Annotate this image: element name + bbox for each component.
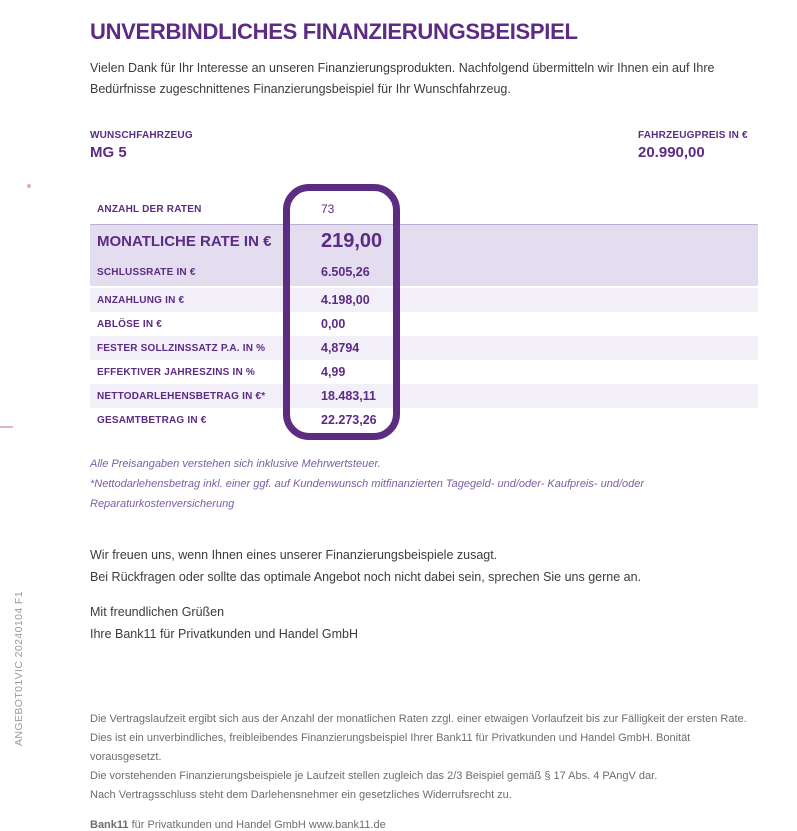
row-label: ANZAHLUNG IN € xyxy=(97,294,185,306)
row-label: EFFEKTIVER JAHRESZINS IN % xyxy=(97,366,255,378)
closing-regards: Mit freundlichen Grüßen xyxy=(90,605,225,619)
row-label: NETTODARLEHENSBETRAG IN €* xyxy=(97,390,266,402)
vehicle-price-label: FAHRZEUGPREIS IN € xyxy=(638,130,748,141)
row-value: 4.198,00 xyxy=(321,293,370,307)
row-value: 6.505,26 xyxy=(321,265,370,279)
fold-mark-dot xyxy=(27,184,31,188)
row-value: 219,00 xyxy=(321,230,383,252)
footnote-net-loan: *Nettodarlehensbetrag inkl. einer ggf. auf Kundenwunsch mitfinanzierten Tagegeld- und/oder- Kaufpreis- und/oder Reparaturkostenversicherung xyxy=(90,478,645,510)
table-row-gesamtbetrag xyxy=(90,408,758,432)
row-label: ABLÖSE IN € xyxy=(97,318,162,330)
legal-line-2: Dies ist ein unverbindliches, freibleibendes Finanzierungsbeispiel Ihrer Bank11 für Privatkunden und Handel GmbH. Bonität vorausgesetzt. xyxy=(90,732,691,763)
closing-line-2: Bei Rückfragen oder sollte das optimale Angebot noch nicht dabei sein, sprechen Sie uns gerne an. xyxy=(90,570,642,584)
closing-gap xyxy=(90,588,758,601)
legal-line-4: Nach Vertragsschluss steht dem Darlehensnehmer ein gesetzliches Widerrufsrecht zu. xyxy=(90,789,512,801)
footer-rest: für Privatkunden und Handel GmbH www.bank11.de xyxy=(128,819,386,831)
fold-mark-line xyxy=(0,426,13,428)
finance-table xyxy=(90,194,758,432)
page-title: UNVERBINDLICHES FINANZIERUNGSBEISPIEL xyxy=(90,19,578,44)
intro-text: Vielen Dank für Ihr Interesse an unseren Finanzierungsprodukten. Nachfolgend übermitteln wir Ihnen ein auf Ihre Bedürfnisse zugeschnittenes Finanzierungsbeispiel für Ihr Wunschfahrzeug. xyxy=(90,61,715,96)
table-row-anzahlung xyxy=(90,288,758,312)
row-value: 18.483,11 xyxy=(321,389,376,403)
table-row-abloese xyxy=(90,312,758,336)
vehicle-label: WUNSCHFAHRZEUG xyxy=(90,130,193,141)
vehicle-block xyxy=(90,130,193,161)
row-value: 4,8794 xyxy=(321,341,360,355)
closing-line-1: Wir freuen uns, wenn Ihnen eines unserer Finanzierungsbeispiele zusagt. xyxy=(90,548,498,562)
row-value: 73 xyxy=(321,202,335,216)
footnotes xyxy=(90,454,758,514)
table-row-anzahl-der-raten xyxy=(90,194,758,224)
legal-fine-print xyxy=(90,710,758,805)
legal-line-1: Die Vertragslaufzeit ergibt sich aus der Anzahl der monatlichen Raten zzgl. einer etwaigen Vorlaufzeit bis zur Fälligkeit der ersten Rate. xyxy=(90,713,747,725)
row-label: ANZAHL DER RATEN xyxy=(97,203,202,215)
table-row-monatliche-rate xyxy=(90,224,758,258)
row-value: 4,99 xyxy=(321,365,346,379)
row-value: 22.273,26 xyxy=(321,413,377,427)
footer-brand: Bank11 xyxy=(90,819,129,831)
table-row-effektiver-jahreszins xyxy=(90,360,758,384)
vehicle-price-value: 20.990,00 xyxy=(638,144,705,161)
table-row-schlussrate xyxy=(90,258,758,286)
legal-line-3: Die vorstehenden Finanzierungsbeispiele je Laufzeit stellen zugleich das 2/3 Beispiel gemäß § 17 Abs. 4 PAngV dar. xyxy=(90,770,658,782)
footer-company-line xyxy=(90,819,758,831)
row-label: SCHLUSSRATE IN € xyxy=(97,266,196,278)
document-code-vertical: ANGEBOT01VIC 20240104 F1 xyxy=(13,591,25,746)
closing-text xyxy=(90,544,758,645)
row-label: MONATLICHE RATE IN € xyxy=(97,233,272,250)
closing-signature: Ihre Bank11 für Privatkunden und Handel GmbH xyxy=(90,627,358,641)
row-label: FESTER SOLLZINSSATZ P.A. IN % xyxy=(97,342,266,354)
row-value: 0,00 xyxy=(321,317,346,331)
table-row-nettodarlehensbetrag xyxy=(90,384,758,408)
document-content xyxy=(90,0,758,831)
row-label: GESAMTBETRAG IN € xyxy=(97,414,207,426)
vehicle-name: MG 5 xyxy=(90,144,127,161)
footnote-vat: Alle Preisangaben verstehen sich inklusive Mehrwertsteuer. xyxy=(90,458,381,470)
table-row-fester-sollzinssatz xyxy=(90,336,758,360)
vehicle-price-block xyxy=(638,130,758,161)
vehicle-summary xyxy=(90,130,758,161)
